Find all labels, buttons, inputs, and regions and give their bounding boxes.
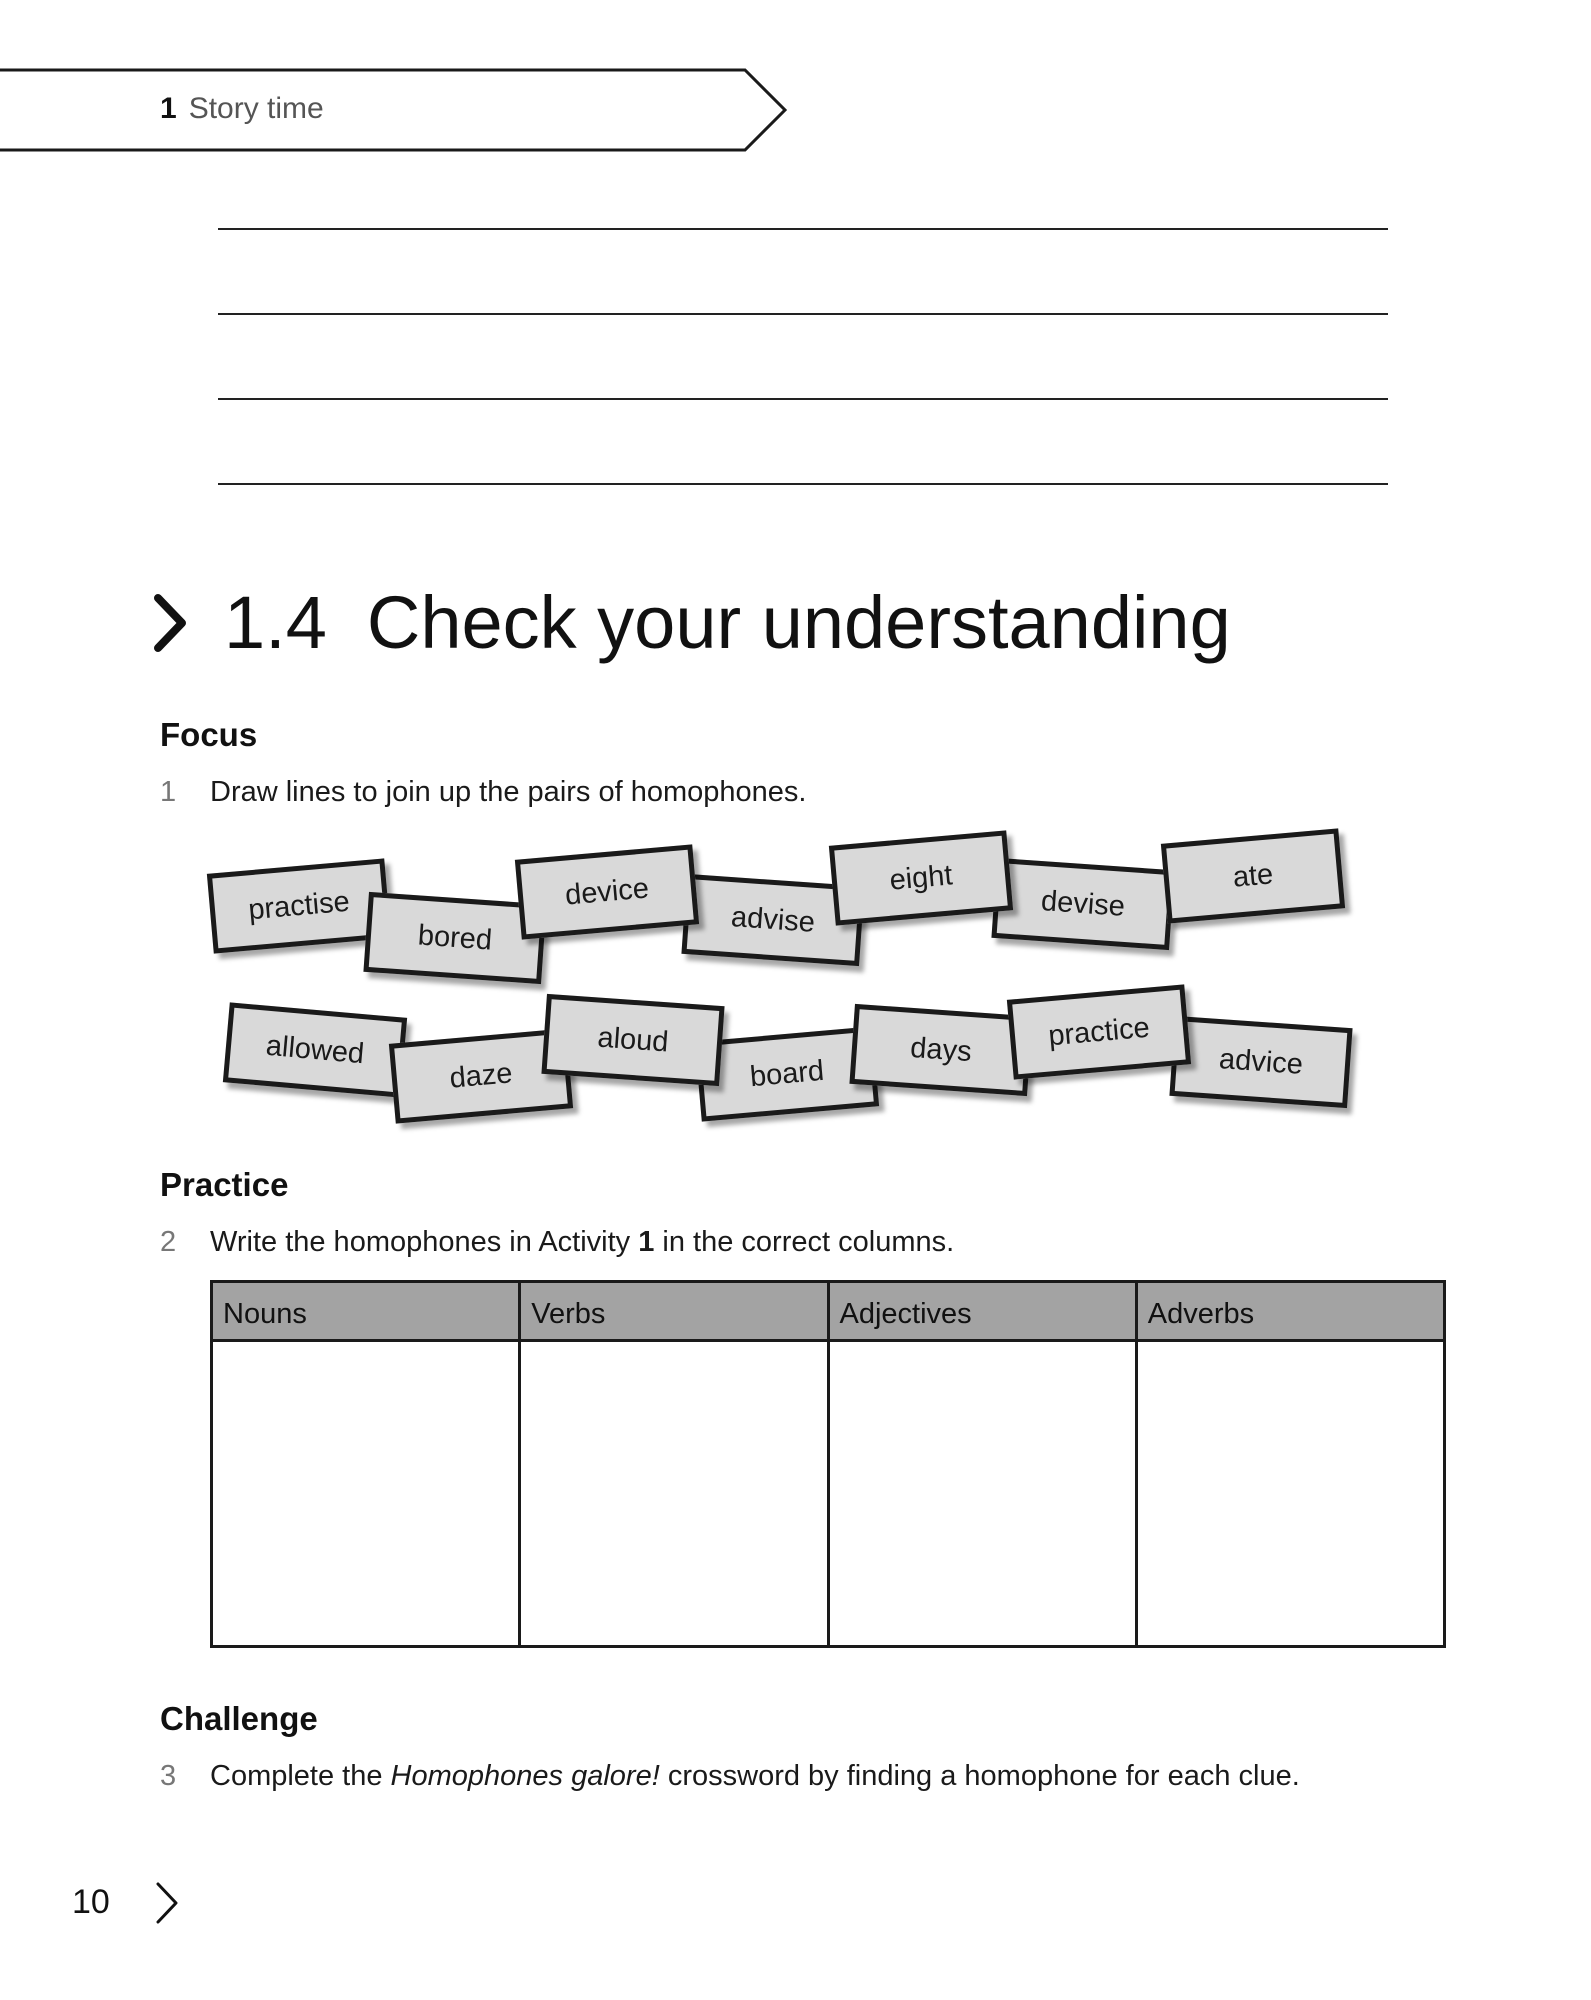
- section-number: 1.4: [224, 581, 327, 664]
- word-card[interactable]: days: [849, 1004, 1032, 1096]
- activity-reference: 1: [638, 1226, 655, 1258]
- writing-line[interactable]: [218, 483, 1388, 485]
- writing-line[interactable]: [218, 398, 1388, 400]
- focus-heading: Focus: [160, 716, 258, 753]
- chapter-header: [160, 92, 324, 126]
- instruction-part: crossword by finding a homophone for each clue.: [659, 1760, 1300, 1792]
- column-header-adverbs: Adverbs: [1136, 1282, 1444, 1341]
- challenge-heading: Challenge: [160, 1700, 318, 1737]
- answer-cell-adverbs[interactable]: [1136, 1341, 1444, 1647]
- question-number: 2: [160, 1226, 177, 1258]
- word-card[interactable]: allowed: [223, 1002, 407, 1097]
- chapter-title: Story time: [188, 92, 324, 125]
- question-number: 3: [160, 1760, 177, 1792]
- section-title: [150, 580, 1231, 665]
- word-card[interactable]: bored: [363, 892, 546, 984]
- chevron-right-icon: [150, 588, 190, 658]
- word-card[interactable]: practise: [207, 858, 391, 953]
- homophones-table: [210, 1280, 1446, 1648]
- section-heading: Check your understanding: [366, 581, 1231, 664]
- column-header-verbs: Verbs: [520, 1282, 828, 1341]
- word-card[interactable]: device: [515, 844, 699, 939]
- word-card[interactable]: practice: [1007, 984, 1191, 1079]
- word-card[interactable]: aloud: [541, 994, 724, 1086]
- chevron-right-icon: [152, 1878, 182, 1928]
- instruction-part: in the correct columns.: [654, 1226, 955, 1258]
- question-number: 1: [160, 776, 177, 808]
- word-card[interactable]: advice: [1169, 1016, 1352, 1108]
- chapter-number: 1: [160, 92, 177, 125]
- column-header-nouns: Nouns: [212, 1282, 520, 1341]
- page-number: 10: [72, 1883, 110, 1921]
- answer-cell-adjectives[interactable]: [828, 1341, 1136, 1647]
- crossword-title: Homophones galore!: [390, 1760, 660, 1792]
- word-card[interactable]: ate: [1161, 828, 1345, 923]
- writing-line[interactable]: [218, 313, 1388, 315]
- writing-line[interactable]: [218, 228, 1388, 230]
- question-text: Draw lines to join up the pairs of homophones.: [210, 776, 807, 808]
- column-header-adjectives: Adjectives: [828, 1282, 1136, 1341]
- question-text: [210, 1226, 954, 1259]
- word-card[interactable]: board: [695, 1026, 879, 1121]
- word-card[interactable]: daze: [389, 1028, 573, 1123]
- question-text: [210, 1760, 1300, 1793]
- practice-heading: Practice: [160, 1166, 289, 1203]
- instruction-part: Complete the: [210, 1760, 391, 1792]
- chapter-header-tab: [0, 64, 800, 154]
- instruction-part: Write the homophones in Activity: [210, 1226, 639, 1258]
- answer-cell-verbs[interactable]: [520, 1341, 828, 1647]
- word-card[interactable]: advise: [681, 874, 864, 966]
- word-card[interactable]: eight: [829, 830, 1013, 925]
- word-card[interactable]: devise: [991, 858, 1174, 950]
- answer-cell-nouns[interactable]: [212, 1341, 520, 1647]
